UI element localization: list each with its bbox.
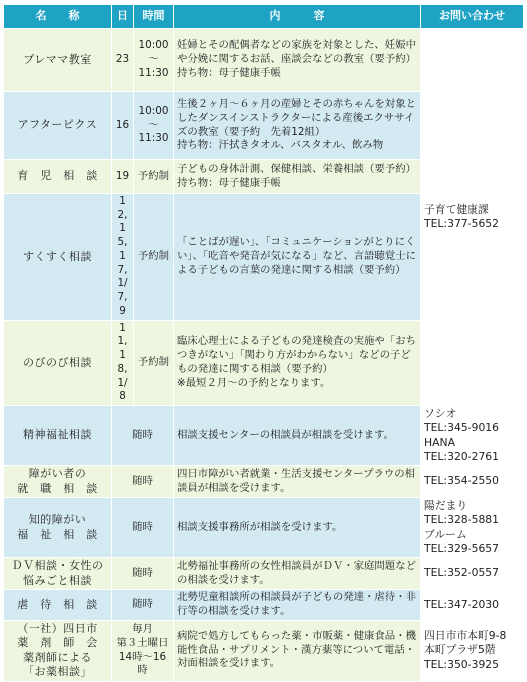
row-day: 23 bbox=[112, 29, 134, 92]
row-name: 知的障がい 福 祉 相 談 bbox=[4, 498, 112, 558]
row-schedule: 毎月 第３土曜日 14時～16時 bbox=[112, 620, 174, 681]
row-name: プレママ教室 bbox=[4, 29, 112, 92]
row-name: 育 児 相 談 bbox=[4, 160, 112, 194]
table-row bbox=[4, 466, 524, 498]
row-name: 障がい者の 就 職 相 談 bbox=[4, 466, 112, 498]
row-content: 相談支援センターの相談員が相談を受けます。 bbox=[174, 406, 421, 466]
header-name: 名 称 bbox=[4, 5, 112, 29]
table-row bbox=[4, 498, 524, 558]
row-day: 12, 15, 17, 1/7, 9 bbox=[112, 194, 134, 321]
row-content: 四日市障がい者就業・生活支援センタープラウの相談員が相談を受けます。 bbox=[174, 466, 421, 498]
row-schedule: 随時 bbox=[112, 466, 174, 498]
table-row bbox=[4, 406, 524, 466]
row-content: 北勢福祉事務所の女性相談員がＤＶ・家庭問題などの相談を受けます。 bbox=[174, 558, 421, 590]
row-contact: 四日市市本町9-8 本町プラザ5階 TEL:350-3925 bbox=[421, 620, 524, 681]
row-name: 精神福祉相談 bbox=[4, 406, 112, 466]
table-row bbox=[4, 590, 524, 620]
row-contact: TEL:347-2030 bbox=[421, 590, 524, 620]
table-row bbox=[4, 620, 524, 681]
row-time: 予約制 bbox=[134, 160, 174, 194]
row-content: 臨床心理士による子どもの発達検査の実施や「おちつきがない」「関わり方がわからない」などの子どもの発達に関する相談（要予約） ※最短２月～の予約となります。 bbox=[174, 320, 421, 405]
row-day: 11, 18, 1/8 bbox=[112, 320, 134, 405]
row-contact: TEL:352-0557 bbox=[421, 558, 524, 590]
row-name: 虐 待 相 談 bbox=[4, 590, 112, 620]
row-content: 生後２ヶ月～６ヶ月の産婦とその赤ちゃんを対象としたダンスインストラクターによる産後エクササイズの教室（要予約 先着12組） 持ち物：汗拭きタオル、バスタオル、飲み物 bbox=[174, 92, 421, 160]
table-row bbox=[4, 29, 524, 92]
row-schedule: 随時 bbox=[112, 590, 174, 620]
row-time: 予約制 bbox=[134, 194, 174, 321]
row-name: のびのび相談 bbox=[4, 320, 112, 405]
row-contact: ソシオ TEL:345-9016 HANA TEL:320-2761 bbox=[421, 406, 524, 466]
table-header-row bbox=[4, 5, 524, 29]
consultation-table bbox=[3, 4, 524, 682]
row-time: 予約制 bbox=[134, 320, 174, 405]
row-contact: 陽だまり TEL:328-5881 ブルーム TEL:329-5657 bbox=[421, 498, 524, 558]
row-name: すくすく相談 bbox=[4, 194, 112, 321]
table-row bbox=[4, 558, 524, 590]
header-time: 時間 bbox=[134, 5, 174, 29]
row-day: 19 bbox=[112, 160, 134, 194]
row-name: （一社）四日市 薬 剤 師 会 薬剤師による 「お薬相談」 bbox=[4, 620, 112, 681]
header-day: 日 bbox=[112, 5, 134, 29]
row-content: 子どもの身体計測、保健相談、栄養相談（要予約） 持ち物：母子健康手帳 bbox=[174, 160, 421, 194]
row-content: 相談支援事務所が相談を受けます。 bbox=[174, 498, 421, 558]
row-name: ＤＶ相談・女性の悩みごと相談 bbox=[4, 558, 112, 590]
row-time: 10:00 ～ 11:30 bbox=[134, 92, 174, 160]
row-content: 「ことばが遅い」、「コミュニケーションがとりにくい」、「吃音や発音が気になる」など、言語聴覚士による子どもの言葉の発達に関する相談（要予約） bbox=[174, 194, 421, 321]
row-name: アフターピクス bbox=[4, 92, 112, 160]
table-body bbox=[4, 29, 524, 682]
row-schedule: 随時 bbox=[112, 406, 174, 466]
row-time: 10:00 ～ 11:30 bbox=[134, 29, 174, 92]
row-contact: TEL:354-2550 bbox=[421, 466, 524, 498]
row-content: 北勢児童相談所の相談員が子どもの発達・虐待・非行等の相談を受けます。 bbox=[174, 590, 421, 620]
row-schedule: 随時 bbox=[112, 498, 174, 558]
row-schedule: 随時 bbox=[112, 558, 174, 590]
shared-contact: 子育て健康課 TEL:377-5652 bbox=[421, 29, 524, 406]
row-content: 病院で処方してもらった薬・市販薬・健康食品・機能性食品・サプリメント・漢方薬等について電話・対面相談を受けます。 bbox=[174, 620, 421, 681]
row-content: 妊婦とその配偶者などの家族を対象とした、妊娠中や分娩に関するお話、座談会などの教室（要予約） 持ち物：母子健康手帳 bbox=[174, 29, 421, 92]
row-day: 16 bbox=[112, 92, 134, 160]
header-content: 内 容 bbox=[174, 5, 421, 29]
header-contact: お問い合わせ bbox=[421, 5, 524, 29]
